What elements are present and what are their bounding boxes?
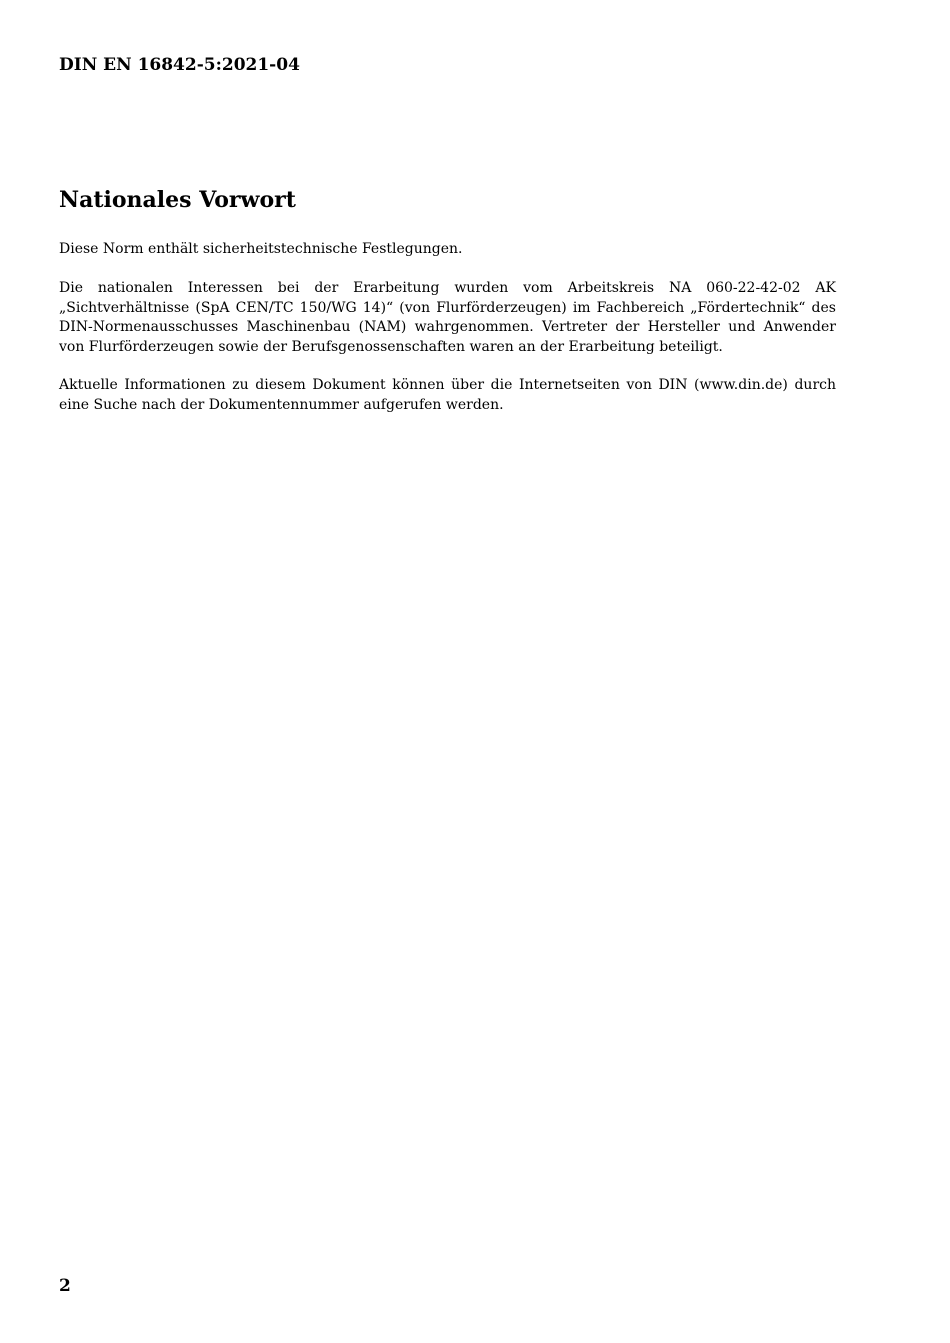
paragraph-line: von Flurförderzeugen sowie der Berufsgenossenschaften waren an der Erarbeitung beteiligt. <box>59 338 723 355</box>
section-heading: Nationales Vorwort <box>59 187 296 213</box>
paragraph-line: Die nationalen Interessen bei der Erarbeitung wurden vom Arbeitskreis NA 060-22-42-02 AK <box>59 280 836 296</box>
paragraph-information <box>59 376 836 415</box>
paragraph-committee <box>59 279 836 357</box>
paragraph-line: Diese Norm enthält sicherheitstechnische Festlegungen. <box>59 241 463 257</box>
document-identifier: DIN EN 16842-5:2021-04 <box>59 55 300 75</box>
paragraph-line: „Sichtverhältnisse (SpA CEN/TC 150/WG 14)“ (von Flurförderzeugen) im Fachbereich „Fördertechnik“ des <box>59 299 836 316</box>
paragraph-safety-note <box>59 240 836 260</box>
paragraph-line: DIN-Normenausschusses Maschinenbau (NAM) wahrgenommen. Vertreter der Hersteller und Anwender <box>59 319 836 335</box>
paragraph-line: Aktuelle Informationen zu diesem Dokument können über die Internetseiten von DIN (www.din.de) durch <box>59 377 836 393</box>
page-number: 2 <box>59 1276 71 1296</box>
paragraph-line: eine Suche nach der Dokumentennummer aufgerufen werden. <box>59 396 504 413</box>
